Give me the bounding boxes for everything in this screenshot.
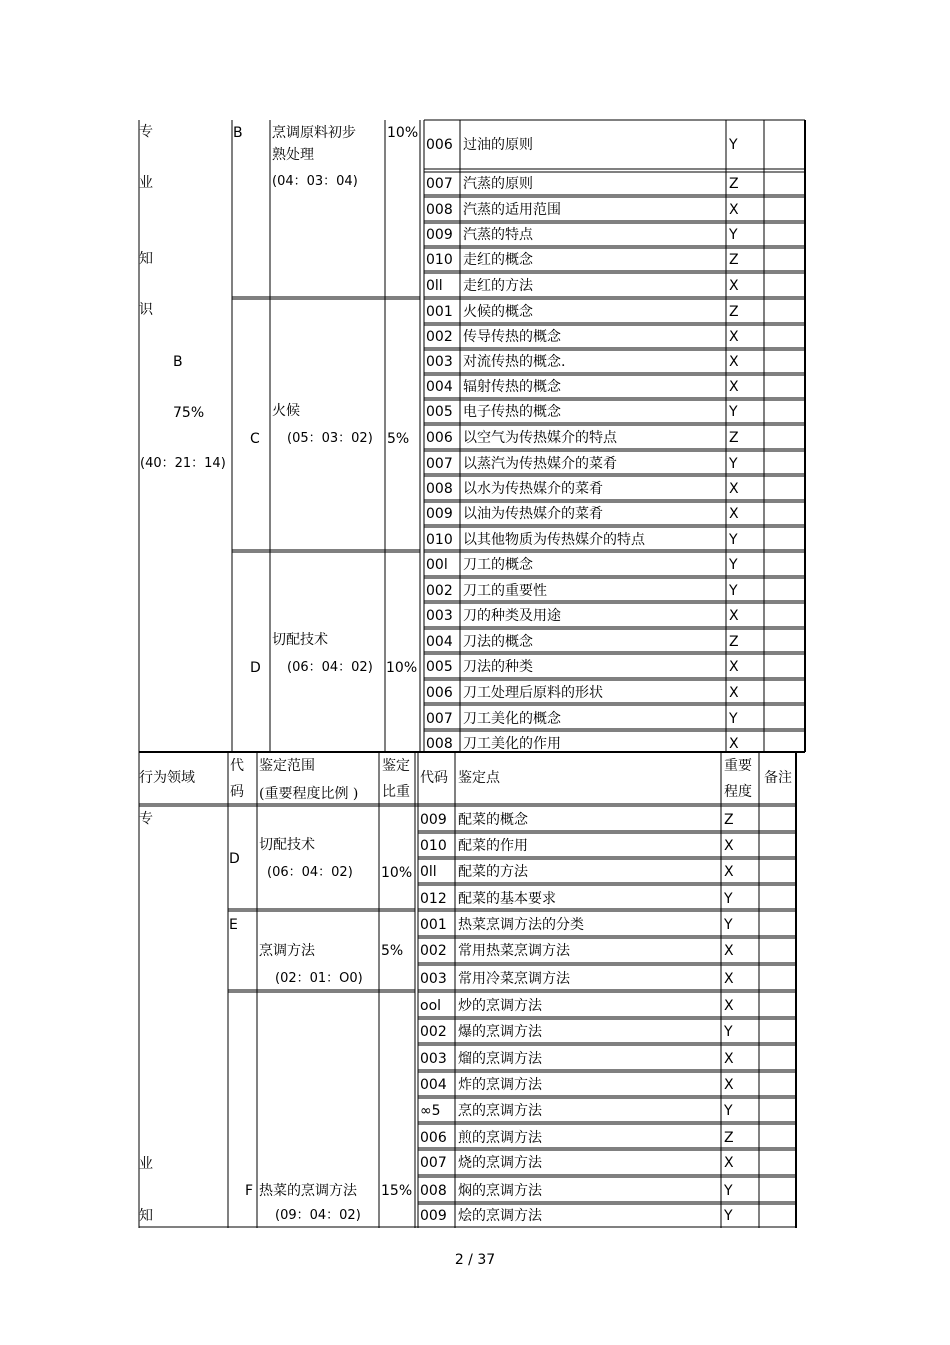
item-code: 010 — [420, 838, 447, 854]
item-code: 009 — [426, 506, 453, 522]
item-code: 005 — [426, 659, 453, 675]
header-range: 鉴定范围 — [259, 758, 315, 774]
item-importance: Y — [724, 1103, 733, 1119]
domain-char: 知 — [139, 251, 153, 267]
item-importance: Z — [724, 812, 734, 828]
item-code: 007 — [426, 176, 453, 192]
item-point: 过油的原则 — [463, 137, 533, 153]
item-code: 001 — [420, 917, 447, 933]
group-weight: 10% — [387, 125, 419, 141]
item-importance: X — [729, 659, 739, 675]
item-importance: X — [724, 998, 734, 1014]
item-code: 009 — [420, 812, 447, 828]
domain-weight: 75% — [173, 405, 205, 421]
item-importance: Y — [724, 1024, 733, 1040]
item-code: 006 — [426, 430, 453, 446]
item-code: 006 — [426, 137, 453, 153]
group-range-line: 烹调原料初步 — [272, 125, 356, 141]
item-importance: Z — [729, 634, 739, 650]
group-weight: 10% — [381, 865, 413, 881]
group-range-ratio: (06：04：02) — [287, 660, 373, 675]
group-range-line: 烹调方法 — [259, 943, 315, 959]
item-code: 0ll — [420, 864, 437, 880]
item-importance: X — [724, 864, 734, 880]
item-importance: Y — [724, 891, 733, 907]
item-importance: X — [729, 202, 739, 218]
item-code: 009 — [426, 227, 453, 243]
item-importance: Z — [724, 1130, 734, 1146]
header-range: (重要程度比例 ) — [259, 786, 359, 802]
item-importance: X — [724, 838, 734, 854]
item-point: 刀工的重要性 — [463, 583, 547, 599]
item-code: 006 — [426, 685, 453, 701]
domain-char: 业 — [139, 1156, 153, 1172]
item-code: 005 — [426, 404, 453, 420]
item-point: 汽蒸的原则 — [463, 176, 533, 192]
group-range-ratio: (02：01：O0) — [275, 971, 363, 986]
group-code: B — [233, 125, 243, 141]
item-code: 003 — [426, 608, 453, 624]
item-code: 010 — [426, 532, 453, 548]
item-point: 刀工处理后原料的形状 — [463, 685, 603, 701]
item-importance: Y — [724, 917, 733, 933]
item-point: 走红的概念 — [463, 252, 533, 268]
item-code: 008 — [426, 202, 453, 218]
item-importance: X — [729, 278, 739, 294]
item-importance: X — [724, 1077, 734, 1093]
item-code: 004 — [426, 379, 453, 395]
item-point: 辐射传热的概念 — [463, 379, 561, 395]
item-code: 004 — [426, 634, 453, 650]
item-importance: Y — [729, 404, 738, 420]
item-point: 烩的烹调方法 — [458, 1208, 542, 1224]
item-point: 烹的烹调方法 — [458, 1103, 542, 1119]
item-point: 配菜的基本要求 — [458, 891, 556, 907]
item-code: 002 — [420, 1024, 447, 1040]
item-code: 003 — [420, 1051, 447, 1067]
item-code: 009 — [420, 1208, 447, 1224]
item-importance: X — [729, 379, 739, 395]
domain-char: 业 — [139, 175, 153, 191]
item-code: 002 — [420, 943, 447, 959]
domain-char: 专 — [139, 124, 153, 140]
item-code: 007 — [426, 456, 453, 472]
item-importance: X — [724, 1051, 734, 1067]
item-importance: Y — [724, 1183, 733, 1199]
group-code: C — [250, 431, 260, 447]
group-range-ratio: (06：04：02) — [267, 865, 353, 880]
item-importance: X — [729, 506, 739, 522]
group-weight: 5% — [381, 943, 404, 959]
item-point: 火候的概念 — [463, 304, 533, 320]
item-point: 炸的烹调方法 — [458, 1077, 542, 1093]
group-code: E — [229, 917, 238, 933]
item-code: 008 — [420, 1183, 447, 1199]
item-point: 以空气为传热媒介的特点 — [463, 430, 617, 446]
item-point: 熘的烹调方法 — [458, 1051, 542, 1067]
item-point: 烧的烹调方法 — [458, 1155, 542, 1171]
item-point: 常用热菜烹调方法 — [458, 943, 570, 959]
item-point: 以其他物质为传热媒介的特点 — [463, 532, 645, 548]
header-importance: 重要 — [724, 758, 752, 774]
item-point: 以蒸汽为传热媒介的菜肴 — [463, 456, 617, 472]
group-weight: 5% — [387, 431, 410, 447]
item-importance: Y — [729, 456, 738, 472]
item-point: 炒的烹调方法 — [458, 998, 542, 1014]
item-importance: Y — [729, 711, 738, 727]
item-importance: Z — [729, 304, 739, 320]
item-code: 012 — [420, 891, 447, 907]
item-importance: X — [724, 971, 734, 987]
header-note: 备注 — [764, 770, 792, 786]
group-range-ratio: (04：03：04) — [272, 174, 358, 189]
header-item-code: 代码 — [420, 770, 448, 786]
item-importance: X — [729, 685, 739, 701]
item-importance: Y — [729, 227, 738, 243]
group-code: D — [250, 660, 261, 676]
item-importance: Y — [724, 1208, 733, 1224]
group-range-line: 切配技术 — [259, 837, 315, 853]
item-code: ool — [420, 998, 442, 1014]
group-range-line: 热菜的烹调方法 — [259, 1183, 357, 1199]
item-code: 003 — [426, 354, 453, 370]
item-importance: Y — [729, 532, 738, 548]
group-weight: 15% — [381, 1183, 413, 1199]
item-importance: Y — [729, 557, 738, 573]
item-code: 003 — [420, 971, 447, 987]
item-code: 002 — [426, 583, 453, 599]
item-point: 汽蒸的特点 — [463, 227, 533, 243]
group-range-ratio: (05：03：02) — [287, 431, 373, 446]
item-code: 006 — [420, 1130, 447, 1146]
header-domain: 行为领域 — [139, 770, 195, 786]
item-importance: X — [729, 608, 739, 624]
item-point: 配菜的方法 — [458, 864, 528, 880]
item-point: 刀法的概念 — [463, 634, 533, 650]
header-weight: 比重 — [382, 784, 410, 800]
item-code: 001 — [426, 304, 453, 320]
item-point: 刀工的概念 — [463, 557, 533, 573]
item-point: 以水为传热媒介的菜肴 — [463, 481, 603, 497]
item-importance: X — [729, 354, 739, 370]
group-weight: 10% — [386, 660, 418, 676]
item-code: ∞5 — [420, 1103, 441, 1119]
item-importance: Y — [729, 137, 738, 153]
header-code: 码 — [230, 784, 244, 800]
item-importance: X — [724, 1155, 734, 1171]
item-point: 常用冷菜烹调方法 — [458, 971, 570, 987]
item-point: 汽蒸的适用范围 — [463, 202, 561, 218]
group-code: D — [229, 851, 240, 867]
item-point: 传导传热的概念 — [463, 329, 561, 345]
item-point: 电子传热的概念 — [463, 404, 561, 420]
group-range-ratio: (09：04：02) — [275, 1208, 361, 1223]
item-code: 007 — [426, 711, 453, 727]
header-code: 代 — [230, 758, 244, 774]
item-code: 0ll — [426, 278, 443, 294]
item-importance: X — [729, 736, 739, 752]
item-code: 010 — [426, 252, 453, 268]
domain-ratio: (40：21：14) — [140, 456, 226, 471]
item-importance: Z — [729, 430, 739, 446]
item-code: 007 — [420, 1155, 447, 1171]
header-point: 鉴定点 — [458, 770, 500, 786]
item-point: 刀法的种类 — [463, 659, 533, 675]
domain-code: B — [173, 354, 183, 370]
item-point: 刀工美化的概念 — [463, 711, 561, 727]
item-code: 002 — [426, 329, 453, 345]
item-importance: Z — [729, 176, 739, 192]
page-number: 2 / 37 — [454, 1252, 496, 1268]
item-code: 008 — [426, 481, 453, 497]
item-code: 004 — [420, 1077, 447, 1093]
item-importance: X — [729, 481, 739, 497]
item-point: 爆的烹调方法 — [458, 1024, 542, 1040]
group-code: F — [245, 1183, 254, 1199]
domain-char: 专 — [139, 811, 153, 827]
item-importance: Z — [729, 252, 739, 268]
item-point: 配菜的概念 — [458, 812, 528, 828]
item-point: 热菜烹调方法的分类 — [458, 917, 584, 933]
domain-char: 知 — [139, 1208, 153, 1224]
item-point: 走红的方法 — [463, 278, 533, 294]
item-point: 配菜的作用 — [458, 838, 528, 854]
header-weight: 鉴定 — [382, 758, 410, 774]
item-code: 008 — [426, 736, 453, 752]
item-importance: Y — [729, 583, 738, 599]
group-range-line: 火候 — [272, 403, 300, 419]
item-code: 00l — [426, 557, 448, 573]
item-point: 刀工美化的作用 — [463, 736, 561, 752]
item-importance: X — [729, 329, 739, 345]
item-point: 以油为传热媒介的菜肴 — [463, 506, 603, 522]
item-point: 对流传热的概念. — [463, 354, 566, 370]
item-point: 焖的烹调方法 — [458, 1183, 542, 1199]
item-point: 煎的烹调方法 — [458, 1130, 542, 1146]
domain-char: 识 — [139, 302, 153, 318]
group-range-line: 切配技术 — [272, 632, 328, 648]
item-point: 刀的种类及用途 — [463, 608, 561, 624]
group-range-line: 熟处理 — [272, 147, 314, 163]
item-importance: X — [724, 943, 734, 959]
header-importance: 程度 — [724, 784, 752, 800]
